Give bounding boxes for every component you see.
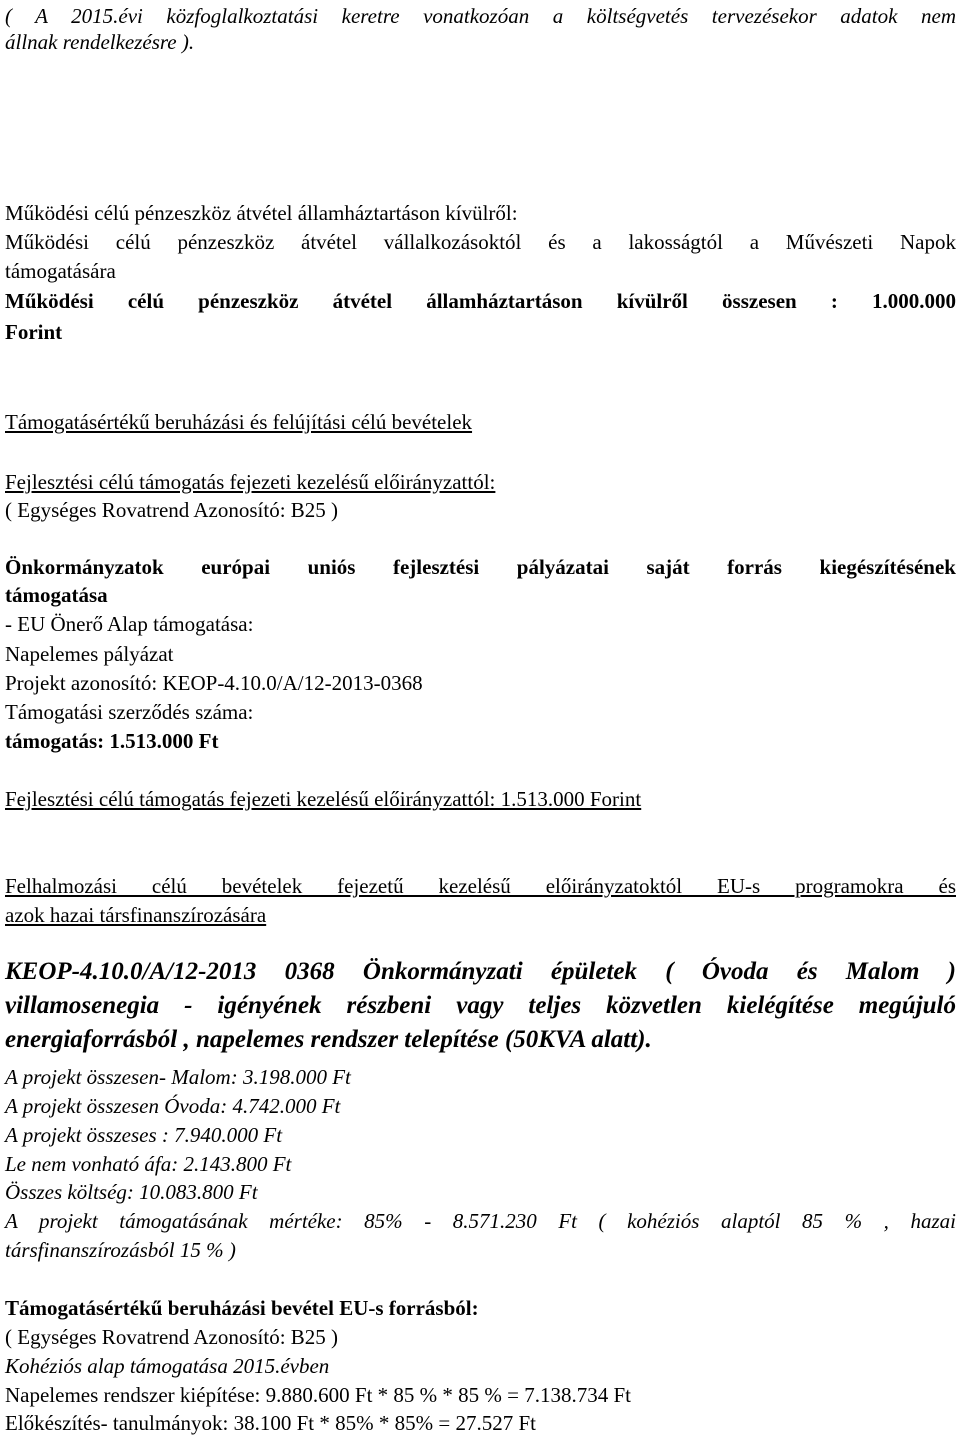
section4-elokeszites: Előkészítés- tanulmányok: 38.100 Ft * 85% * 85% = 27.527 Ft xyxy=(5,1411,536,1435)
section3-keop-line-3: energiaforrásból , napelemes rendszer telepítése (50KVA alatt). xyxy=(5,1026,652,1053)
section3-mertek-line-2: társfinanszírozásból 15 % ) xyxy=(5,1238,236,1262)
section3-afa: Le nem vonható áfa: 2.143.800 Ft xyxy=(5,1152,292,1176)
section3-title-line-1: Felhalmozási célú bevételek fejezetű kezelésű előirányzatoktól EU-s programokra és xyxy=(5,874,956,898)
section2-total: Fejlesztési célú támogatás fejezeti kezelésű előirányzattól: 1.513.000 Forint xyxy=(5,787,642,811)
section1-item-line-2: támogatására xyxy=(5,259,116,283)
section4-napelemes: Napelemes rendszer kiépítése: 9.880.600 Ft * 85 % * 85 % = 7.138.734 Ft xyxy=(5,1383,631,1407)
section2-projekt-azonosito: Projekt azonosító: KEOP-4.10.0/A/12-2013-0368 xyxy=(5,671,423,695)
section4-title: Támogatásértékű beruházási bevétel EU-s forrásból: xyxy=(5,1296,479,1320)
section1-total-line-1: Működési célú pénzeszköz átvétel államháztartáson kívülről összesen : 1.000.000 xyxy=(5,289,956,313)
section2-onkorm-line-1: Önkormányzatok európai uniós fejlesztési pályázatai saját forrás kiegészítésének xyxy=(5,555,956,579)
section3-osszeses: A projekt összeses : 7.940.000 Ft xyxy=(5,1123,283,1147)
section3-osszes-koltseg: Összes költség: 10.083.800 Ft xyxy=(5,1180,258,1204)
section2-eu-oner: - EU Önerő Alap támogatása: xyxy=(5,612,254,636)
section2-szerzodes: Támogatási szerződés száma: xyxy=(5,700,254,724)
section2-title: Támogatásértékű beruházási és felújítási célú bevételek xyxy=(5,410,473,434)
intro-line-1: ( A 2015.évi közfoglalkoztatási keretre vonatkozóan a költségvetés tervezésekor adatok nem xyxy=(5,4,956,28)
section4-rovat: ( Egységes Rovatrend Azonosító: B25 ) xyxy=(5,1325,339,1349)
section2-subtitle: Fejlesztési célú támogatás fejezeti kezelésű előirányzattól: xyxy=(5,470,496,494)
section2-tamogatas: támogatás: 1.513.000 Ft xyxy=(5,729,219,753)
section2-onkorm-line-2: támogatása xyxy=(5,583,108,607)
section3-keop-line-1: KEOP-4.10.0/A/12-2013 0368 Önkormányzati épületek ( Óvoda és Malom ) xyxy=(5,958,956,985)
section2-napelemes: Napelemes pályázat xyxy=(5,642,174,666)
section2-rovat: ( Egységes Rovatrend Azonosító: B25 ) xyxy=(5,498,339,522)
section3-title-line-2: azok hazai társfinanszírozására xyxy=(5,903,267,927)
section1-total-line-2: Forint xyxy=(5,320,63,344)
section3-keop-line-2: villamosenegia - igényének részbeni vagy teljes közvetlen kielégítése megújuló xyxy=(5,992,956,1019)
section3-malom: A projekt összesen- Malom: 3.198.000 Ft xyxy=(5,1065,351,1089)
section1-item-line-1: Működési célú pénzeszköz átvétel vállalkozásoktól és a lakosságtól a Művészeti Napok xyxy=(5,230,956,254)
section3-ovoda: A projekt összesen Óvoda: 4.742.000 Ft xyxy=(5,1094,341,1118)
section4-kohezios: Kohéziós alap támogatása 2015.évben xyxy=(5,1354,330,1378)
section3-mertek-line-1: A projekt támogatásának mértéke: 85% - 8.571.230 Ft ( kohéziós alaptól 85 % , hazai xyxy=(5,1209,956,1233)
section1-title: Működési célú pénzeszköz átvétel államháztartáson kívülről: xyxy=(5,201,518,225)
intro-line-2: állnak rendelkezésre ). xyxy=(5,30,195,54)
